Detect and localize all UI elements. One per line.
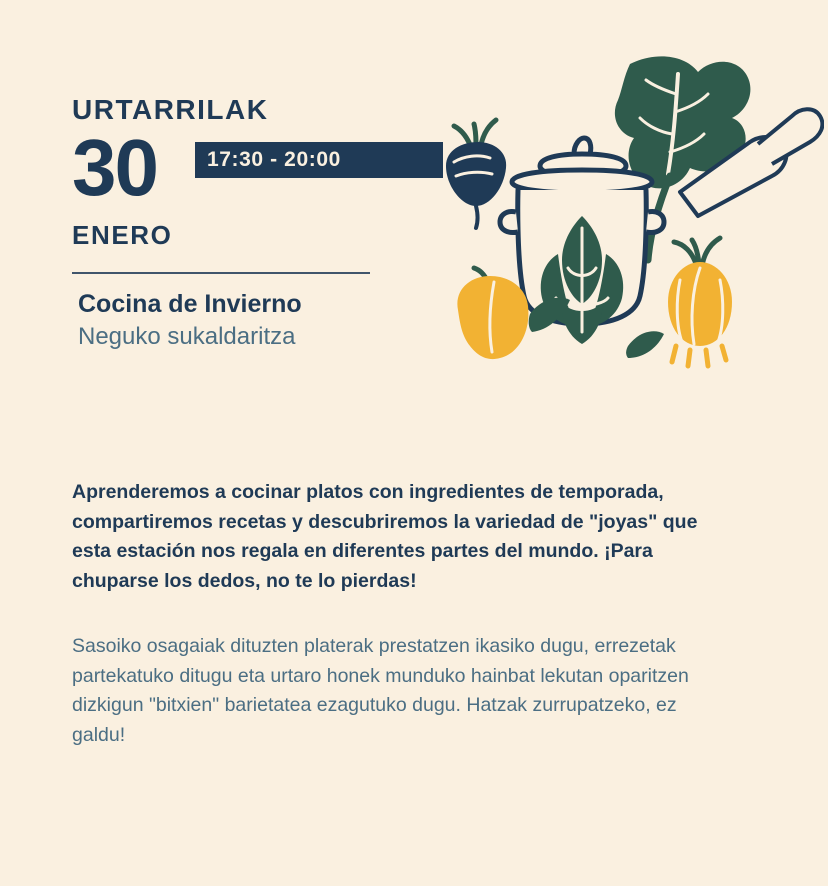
day-and-time-row xyxy=(72,123,402,212)
event-title-spanish: Cocina de Invierno xyxy=(78,290,302,318)
description-basque: Sasoiko osagaiak dituzten platerak prestatzen ikasiko dugu, errezetak partekatuko ditugu eta urtaro honek munduko hainbat lekutan oparitzen dizkigun "bitxien" barietatea ezagutuko dugu. Hatzak zurrupatzeko, ez galdu! xyxy=(72,635,689,746)
yellow-pepper-icon xyxy=(457,268,528,359)
time-range-badge: 17:30 - 20:00 xyxy=(195,142,443,178)
event-description-block xyxy=(72,478,732,750)
event-date-block xyxy=(72,96,402,352)
onion-icon xyxy=(668,238,732,366)
beetroot-icon xyxy=(446,120,506,228)
day-number: 30 xyxy=(72,123,157,212)
description-spanish: Aprenderemos a cocinar platos con ingredientes de temporada, compartiremos recetas y descubriremos la variedad de "joyas" que esta estación nos regala en diferentes partes del mundo. ¡Para chuparse los dedos, no te lo pierdas! xyxy=(72,481,698,592)
header-divider xyxy=(72,272,370,274)
month-label-spanish: ENERO xyxy=(72,220,173,250)
event-title-basque: Neguko sukaldaritza xyxy=(78,322,296,350)
month-label-basque: URTARRILAK xyxy=(72,94,269,125)
winter-vegetables-and-pot-illustration xyxy=(432,46,824,386)
